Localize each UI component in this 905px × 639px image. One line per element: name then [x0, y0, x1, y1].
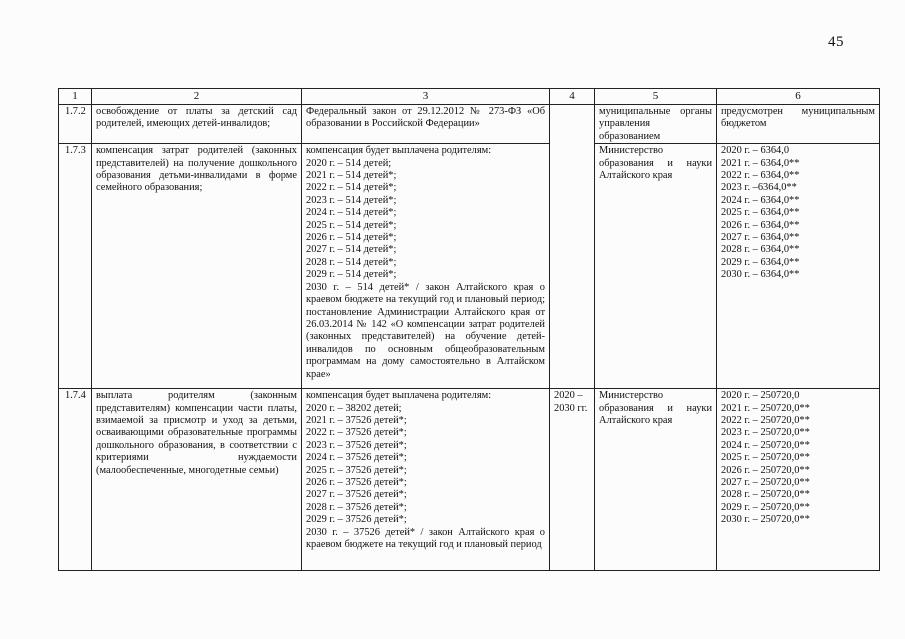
basis-line: 2026 г. – 37526 детей*; — [306, 477, 407, 489]
basis-line: 2022 г. – 514 детей*; — [306, 182, 397, 194]
funding-line: 2021 г. – 250720,0** — [721, 402, 810, 414]
period-cell: 2020 – 2030 гг. — [550, 389, 595, 571]
table-header-row — [59, 89, 880, 105]
column-header-3: 3 — [302, 89, 550, 105]
basis-line: 2020 г. – 514 детей; — [306, 157, 392, 169]
legal-basis-cell — [302, 144, 550, 389]
basis-line: 2026 г. – 514 детей*; — [306, 232, 397, 244]
table-row — [59, 144, 880, 389]
table-row — [59, 105, 880, 144]
funding-cell — [717, 144, 880, 389]
funding-line: 2023 г. –6364,0** — [721, 182, 797, 194]
column-header-2: 2 — [92, 89, 302, 105]
measures-table — [58, 88, 880, 571]
basis-line: 2023 г. – 37526 детей*; — [306, 439, 407, 451]
basis-line: 2025 г. – 37526 детей*; — [306, 464, 407, 476]
funding-line: 2030 г. – 250720,0** — [721, 514, 810, 526]
page-number: 45 — [828, 34, 844, 50]
funding-cell — [717, 389, 880, 571]
funding-line: 2025 г. – 6364,0** — [721, 207, 800, 219]
funding-line: 2029 г. – 250720,0** — [721, 501, 810, 513]
basis-line: 2027 г. – 514 детей*; — [306, 244, 397, 256]
basis-line: 2024 г. – 37526 детей*; — [306, 452, 407, 464]
column-header-5: 5 — [595, 89, 717, 105]
basis-line: 2029 г. – 514 детей*; — [306, 269, 397, 281]
row-number: 1.7.2 — [59, 105, 92, 144]
funding-line: 2022 г. – 6364,0** — [721, 170, 800, 182]
column-header-1: 1 — [59, 89, 92, 105]
basis-line: 2028 г. – 37526 детей*; — [306, 501, 407, 513]
funding-line: 2030 г. – 6364,0** — [721, 269, 800, 281]
funding-line: 2028 г. – 6364,0** — [721, 244, 800, 256]
measure-text: освобождение от платы за детский сад родителей, имеющих детей-инвалидов; — [92, 105, 302, 144]
table-row — [59, 389, 880, 571]
basis-line: 2028 г. – 514 детей*; — [306, 256, 397, 268]
funding-line: 2022 г. – 250720,0** — [721, 415, 810, 427]
legal-basis-text: Федеральный закон от 29.12.2012 № 273-ФЗ «Об образовании в Российской Федерации» — [302, 105, 550, 144]
funding-line: 2024 г. – 250720,0** — [721, 439, 810, 451]
funding-line: 2021 г. – 6364,0** — [721, 157, 800, 169]
executor-text: муниципальные органы управления образованием — [595, 105, 717, 144]
funding-line: 2028 г. – 250720,0** — [721, 489, 810, 501]
executor-text: Министерство образования и науки Алтайского края — [595, 144, 717, 389]
basis-line: 2021 г. – 514 детей*; — [306, 170, 397, 182]
basis-paragraph: 2030 г. – 514 детей* / закон Алтайского края о краевом бюджете на текущий год и плановый период; постановление Администрации Алтайского края от 26.03.2014 № 142 «О компенсации затрат родителей (законных представителей) на обучение детей-инвалидов по основным общеобразовательным программам на дому самостоятельно в Алтайском крае» — [306, 281, 545, 380]
measure-text: выплата родителям (законным представителям) компенсации части платы, взимаемой за присмотр и уход за детьми, осваивающими образовательные программы дошкольного образования, в соответствии с критериями нуждаемости (малообеспеченные, многодетные семьи) — [92, 389, 302, 571]
funding-line: 2027 г. – 250720,0** — [721, 477, 810, 489]
executor-text: Министерство образования и науки Алтайского края — [595, 389, 717, 571]
funding-line: 2029 г. – 6364,0** — [721, 256, 800, 268]
funding-line: 2025 г. – 250720,0** — [721, 452, 810, 464]
basis-line: 2029 г. – 37526 детей*; — [306, 514, 407, 526]
basis-line: 2020 г. – 38202 детей; — [306, 402, 402, 414]
basis-line: компенсация будет выплачена родителям: — [306, 145, 492, 157]
measure-text: компенсация затрат родителей (законных представителей) на получение дошкольного образования детьми-инвалидами в форме семейного образования; — [92, 144, 302, 389]
column-header-4: 4 — [550, 89, 595, 105]
funding-line: 2026 г. – 6364,0** — [721, 219, 800, 231]
funding-line: 2020 г. – 250720,0 — [721, 390, 800, 402]
row-number: 1.7.4 — [59, 389, 92, 571]
basis-line: 2021 г. – 37526 детей*; — [306, 415, 407, 427]
funding-line: 2023 г. – 250720,0** — [721, 427, 810, 439]
basis-line: 2024 г. – 514 детей*; — [306, 207, 397, 219]
basis-paragraph: 2030 г. – 37526 детей* / закон Алтайского края о краевом бюджете на текущий год и плановый период — [306, 526, 545, 551]
period-cell — [550, 105, 595, 389]
row-number: 1.7.3 — [59, 144, 92, 389]
basis-line: 2022 г. – 37526 детей*; — [306, 427, 407, 439]
basis-line: 2023 г. – 514 детей*; — [306, 194, 397, 206]
funding-line: 2024 г. – 6364,0** — [721, 194, 800, 206]
basis-line: 2027 г. – 37526 детей*; — [306, 489, 407, 501]
funding-text: предусмотрен муниципальным бюджетом — [717, 105, 880, 144]
legal-basis-cell — [302, 389, 550, 571]
basis-line: компенсация будет выплачена родителям: — [306, 390, 492, 402]
basis-line: 2025 г. – 514 детей*; — [306, 219, 397, 231]
funding-line: 2026 г. – 250720,0** — [721, 464, 810, 476]
column-header-6: 6 — [717, 89, 880, 105]
funding-line: 2020 г. – 6364,0 — [721, 145, 790, 157]
funding-line: 2027 г. – 6364,0** — [721, 232, 800, 244]
